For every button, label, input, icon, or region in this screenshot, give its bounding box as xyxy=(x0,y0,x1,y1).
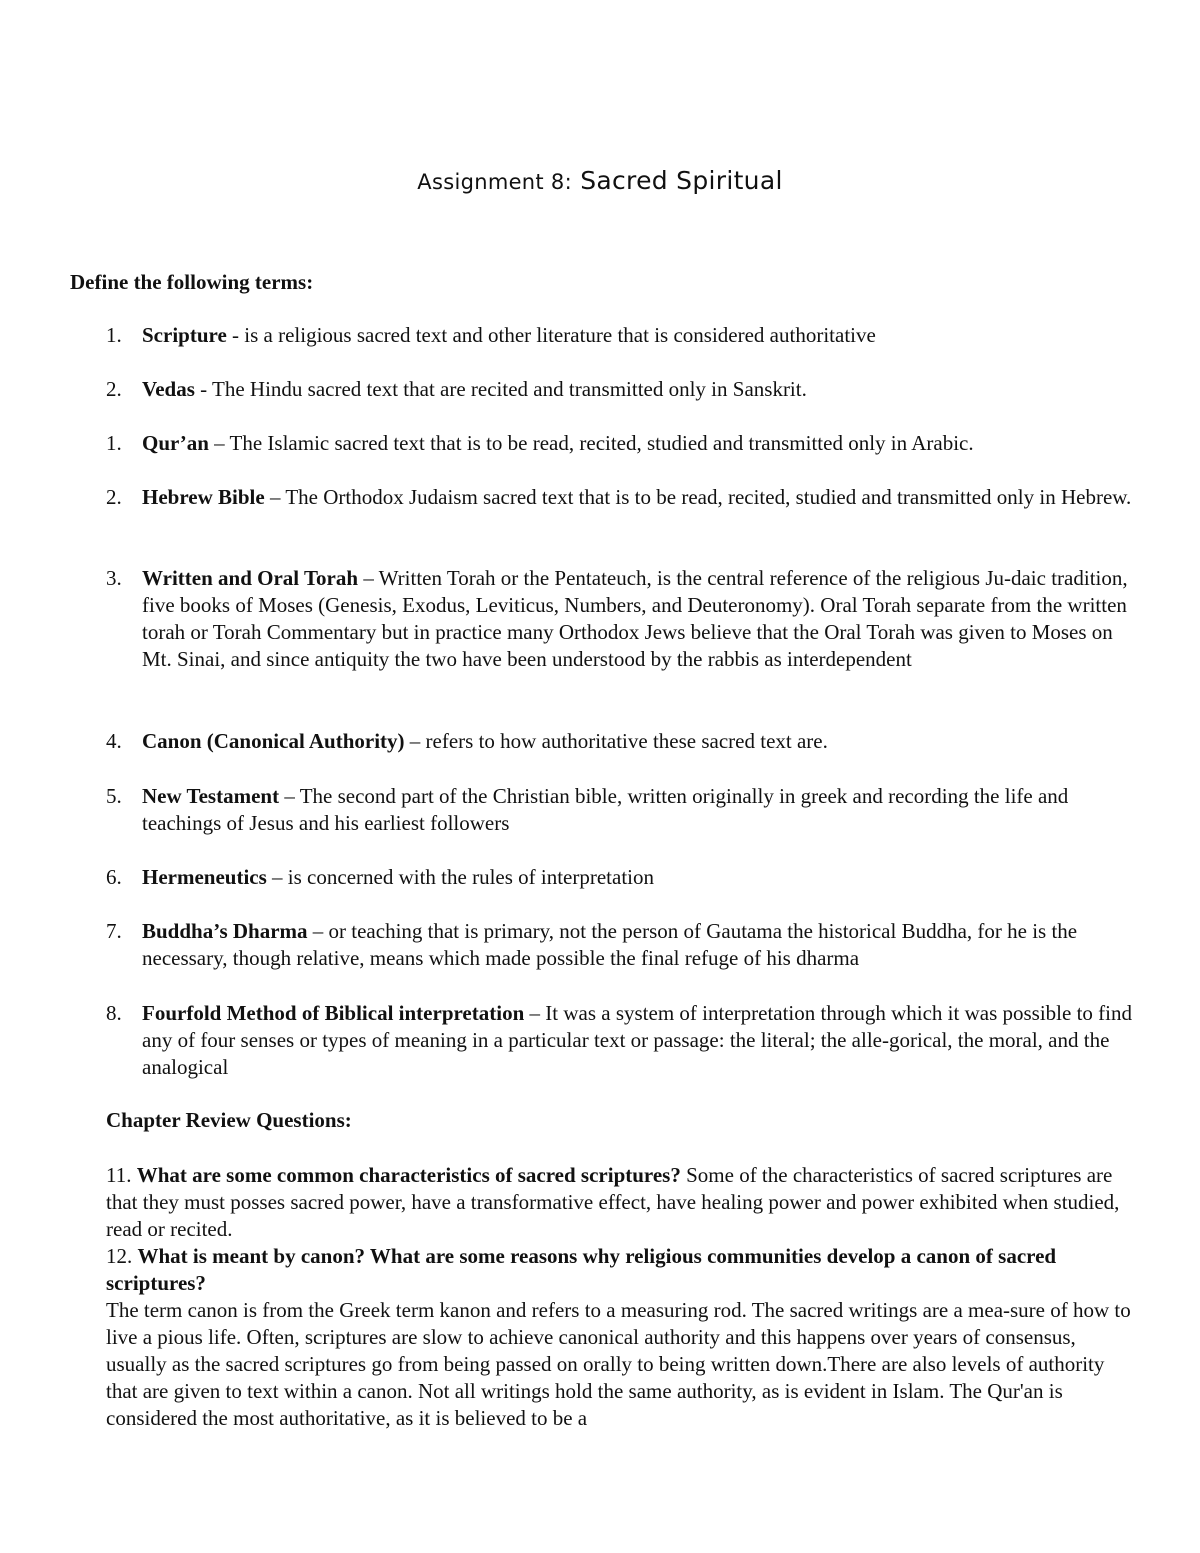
definition-item xyxy=(106,565,1136,673)
item-number: 5. xyxy=(106,784,122,808)
item-number: 1. xyxy=(106,323,122,347)
definition-item xyxy=(106,376,1136,403)
definition-body xyxy=(142,783,1136,837)
definition-term: Fourfold Method of Biblical interpretation xyxy=(142,1001,525,1025)
answer-text: The term canon is from the Greek term kanon and refers to a measuring rod. The sacred writings are a mea-sure of how to live a pious life. Often, scriptures are slow to achieve canonical authority and this happens over years of consensus, usually as the sacred scriptures go from being passed on orally to being written down.There are also levels of authority that are given to text within a canon. Not all writings hold the same authority, as is evident in Islam. The Qur'an is considered the most authoritative, as it is believed to be a xyxy=(106,1298,1131,1430)
definition-text: – The Orthodox Judaism sacred text that is to be read, recited, studied and transmitted only in Hebrew. xyxy=(264,485,1132,509)
item-number: 1. xyxy=(106,431,122,455)
definition-item xyxy=(106,864,1136,891)
question-text: What is meant by canon? What are some reasons why religious communities develop a canon of sacred scriptures? xyxy=(106,1244,1057,1295)
definition-body xyxy=(142,1000,1136,1081)
definition-text: – It was a system of interpretation through which it was possible to find any of four senses or types of meaning in a particular text or passage: the literal; the alle-gorical, the moral, and the analogical xyxy=(142,1001,1132,1079)
definition-body xyxy=(142,565,1136,673)
review-heading: Chapter Review Questions: xyxy=(106,1108,352,1132)
definition-body xyxy=(142,864,1136,891)
definition-body xyxy=(142,430,1136,457)
definition-text: – is concerned with the rules of interpretation xyxy=(266,865,655,889)
item-number: 6. xyxy=(106,865,122,889)
definition-item xyxy=(106,728,1136,755)
definitions-heading: Define the following terms: xyxy=(70,270,314,294)
definition-term: Hermeneutics xyxy=(142,865,267,889)
definition-term: Canon (Canonical Authority) xyxy=(142,729,405,753)
definition-body xyxy=(142,322,1136,349)
answer-text: Some of the characteristics of sacred scriptures are that they must posses sacred power, have a transformative effect, have healing power and power exhibited when studied, read or recited. xyxy=(106,1163,1120,1241)
title-main: Sacred Spiritual xyxy=(580,166,783,195)
definition-item xyxy=(106,918,1136,972)
definition-term: Written and Oral Torah xyxy=(142,566,359,590)
definition-text: – Written Torah or the Pentateuch, is the central reference of the religious Ju-daic tradition, five books of Moses (Genesis, Exodus, Leviticus, Numbers, and Deuteronomy). Oral Torah separate from the written torah or Torah Commentary but in practice many Orthodox Jews believe that the Oral Torah was given to Moses on Mt. Sinai, and since antiquity the two have been understood by the rabbis as interdependent xyxy=(142,566,1128,671)
item-number: 8. xyxy=(106,1001,122,1025)
definition-body xyxy=(142,728,1136,755)
definition-text: – or teaching that is primary, not the person of Gautama the historical Buddha, for he is the necessary, though relative, means which made possible the final refuge of his dharma xyxy=(142,919,1078,970)
item-number: 2. xyxy=(106,377,122,401)
question-number: 11. xyxy=(106,1163,132,1187)
definition-text: - The Hindu sacred text that are recited and transmitted only in Sanskrit. xyxy=(194,377,807,401)
item-number: 3. xyxy=(106,566,122,590)
definition-body xyxy=(142,376,1136,403)
question-text: What are some common characteristics of sacred scriptures? xyxy=(136,1163,681,1187)
review-question-12 xyxy=(106,1243,1136,1297)
definition-term: Hebrew Bible xyxy=(142,485,265,509)
item-number: 2. xyxy=(106,485,122,509)
page-title xyxy=(0,166,1200,195)
definition-text: - is a religious sacred text and other literature that is considered authoritative xyxy=(226,323,876,347)
definition-item xyxy=(106,1000,1136,1081)
item-number: 7. xyxy=(106,919,122,943)
question-number: 12. xyxy=(106,1244,133,1268)
definition-term: Vedas xyxy=(142,377,195,401)
definition-term: Scripture xyxy=(142,323,227,347)
title-lead: Assignment 8: xyxy=(417,170,572,194)
definition-item xyxy=(106,783,1136,837)
definition-term: New Testament xyxy=(142,784,280,808)
item-number: 4. xyxy=(106,729,122,753)
definition-term: Qur’an xyxy=(142,431,209,455)
definition-item xyxy=(106,322,1136,349)
review-question-11 xyxy=(106,1162,1136,1243)
definition-term: Buddha’s Dharma xyxy=(142,919,308,943)
definition-item xyxy=(106,484,1136,511)
definition-body xyxy=(142,918,1136,972)
definition-body xyxy=(142,484,1136,511)
definition-text: – refers to how authoritative these sacred text are. xyxy=(404,729,828,753)
definition-text: – The second part of the Christian bible, written originally in greek and recording the life and teachings of Jesus and his earliest followers xyxy=(142,784,1069,835)
definition-item xyxy=(106,430,1136,457)
definition-text: – The Islamic sacred text that is to be read, recited, studied and transmitted only in Arabic. xyxy=(208,431,974,455)
review-questions xyxy=(106,1162,1136,1432)
